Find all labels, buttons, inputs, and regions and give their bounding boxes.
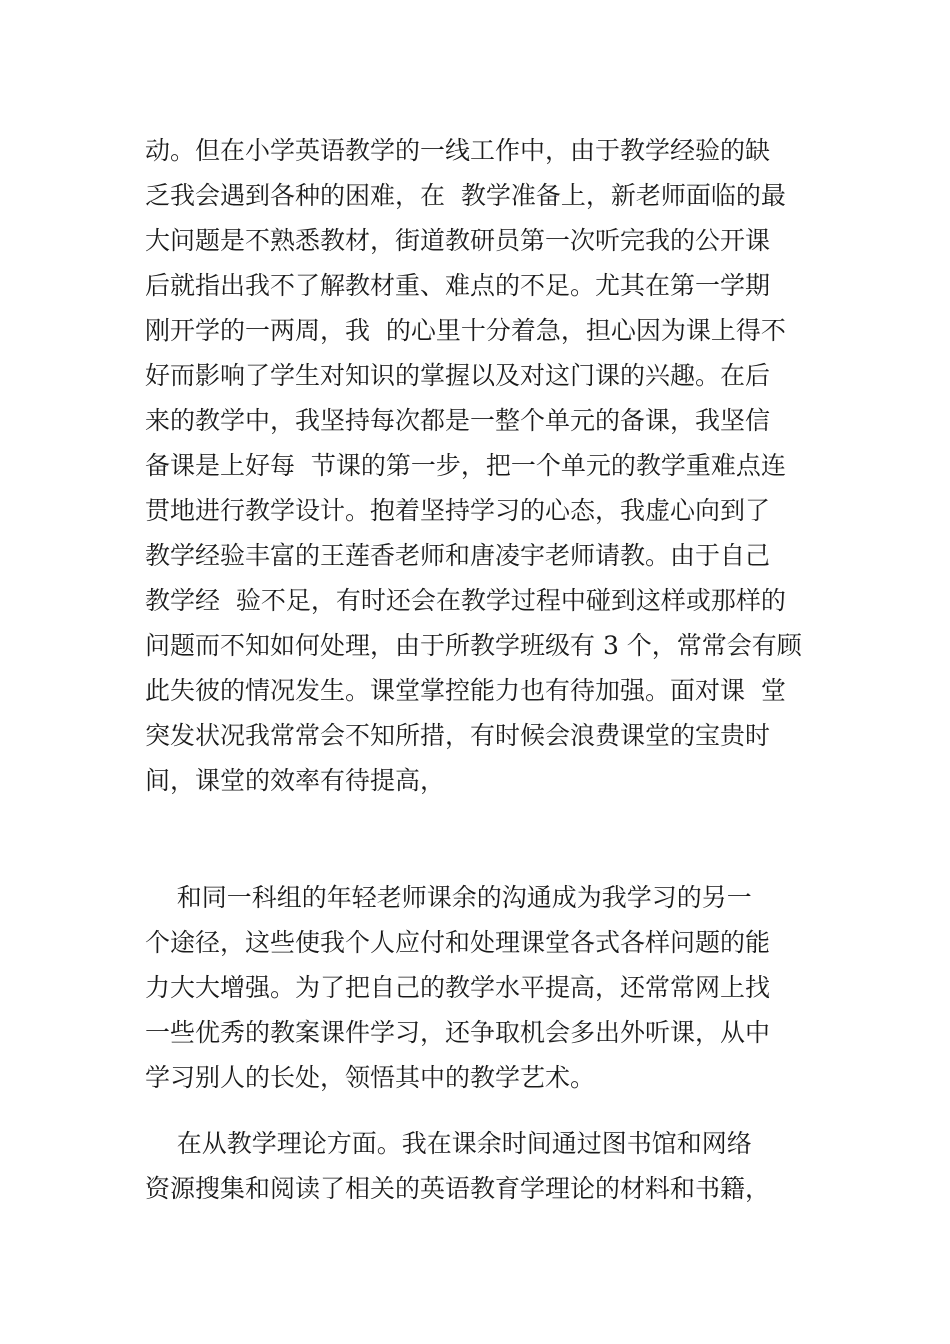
text-line: 教学经 验不足，有时还会在教学过程中碰到这样或那样的 [145, 586, 786, 615]
text-line: 学习别人的长处，领悟其中的教学艺术。 [145, 1063, 596, 1092]
paragraph-1 [145, 128, 810, 803]
text-line: 刚开学的一两周，我 的心里十分着急，担心因为课上得不 [145, 316, 786, 345]
text-line: 和同一科组的年轻老师课余的沟通成为我学习的另一 [145, 883, 752, 912]
text-line: 资源搜集和阅读了相关的英语教育学理论的材料和书籍， [145, 1174, 771, 1203]
text-line: 来的教学中，我坚持每次都是一整个单元的备课，我坚信 [145, 406, 771, 435]
paragraph-2 [145, 875, 810, 1100]
text-line: 教学经验丰富的王莲香老师和唐凌宇老师请教。由于自己 [145, 541, 771, 570]
text-line: 突发状况我常常会不知所措，有时候会浪费课堂的宝贵时 [145, 721, 771, 750]
text-line: 个途径，这些使我个人应付和处理课堂各式各样问题的能 [145, 928, 771, 957]
text-line: 动。但在小学英语教学的一线工作中，由于教学经验的缺 [145, 136, 771, 165]
text-line: 后就指出我不了解教材重、难点的不足。尤其在第一学期 [145, 271, 771, 300]
text-line: 问题而不知如何处理，由于所教学班级有 3 个，常常会有顾 [145, 631, 802, 660]
text-line: 一些优秀的教案课件学习，还争取机会多出外听课，从中 [145, 1018, 771, 1047]
paragraph-3 [145, 1121, 810, 1211]
text-line: 在从教学理论方面。我在课余时间通过图书馆和网络 [145, 1129, 752, 1158]
text-line: 备课是上好每 节课的第一步，把一个单元的教学重难点连 [145, 451, 786, 480]
text-line: 力大大增强。为了把自己的教学水平提高，还常常网上找 [145, 973, 771, 1002]
text-line: 间，课堂的效率有待提高， [145, 766, 446, 795]
text-line: 此失彼的情况发生。课堂掌控能力也有待加强。面对课 堂 [145, 676, 786, 705]
text-line: 大问题是不熟悉教材，街道教研员第一次听完我的公开课 [145, 226, 771, 255]
text-line: 贯地进行教学设计。抱着坚持学习的心态，我虚心向到了 [145, 496, 771, 525]
text-line: 好而影响了学生对知识的掌握以及对这门课的兴趣。在后 [145, 361, 771, 390]
text-line: 乏我会遇到各种的困难，在 教学准备上，新老师面临的最 [145, 181, 786, 210]
